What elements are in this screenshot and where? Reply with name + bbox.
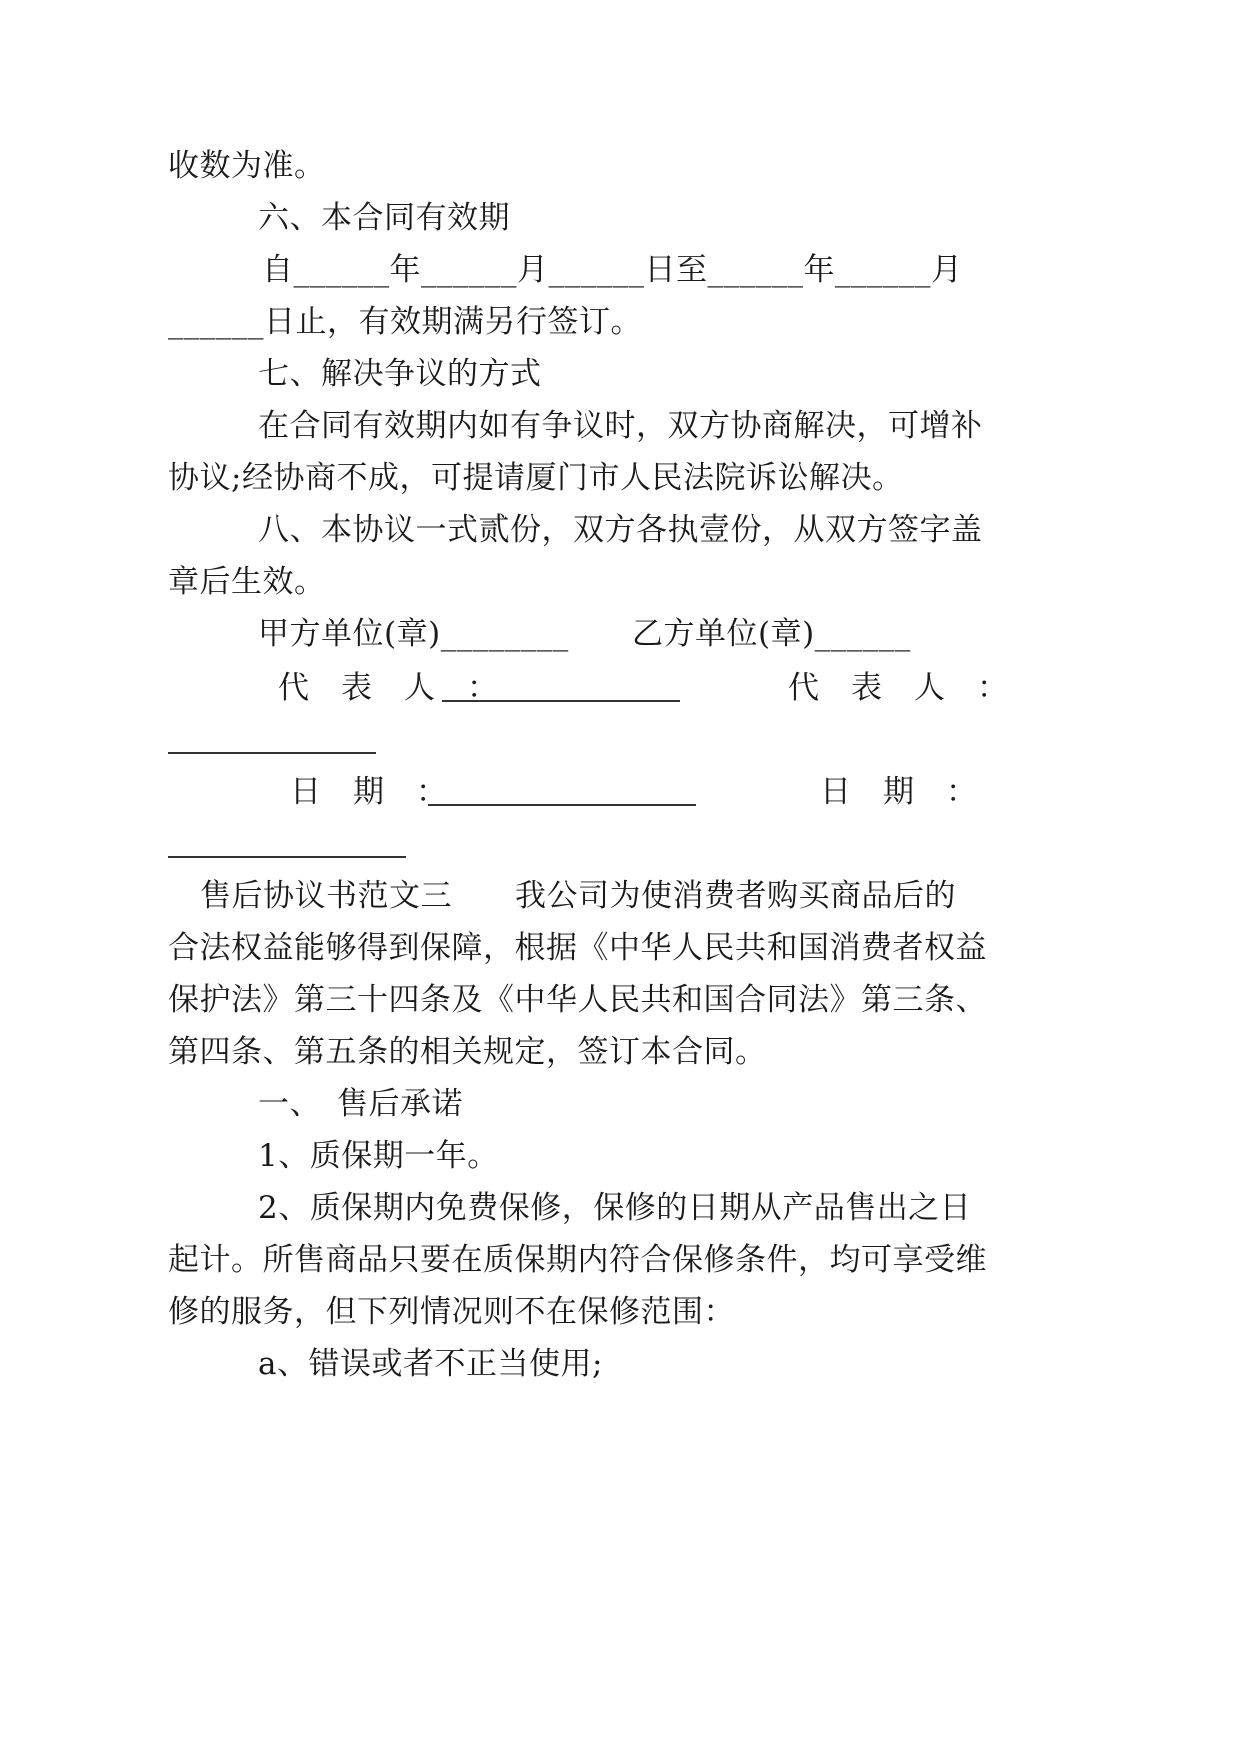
text-line: 收数为准。	[168, 148, 326, 184]
signature-line	[168, 752, 376, 754]
date-line	[428, 804, 696, 806]
section-heading-dispute: 七、解决争议的方式	[258, 356, 542, 392]
text-line: 修的服务，但下列情况则不在保修范围：	[168, 1294, 735, 1330]
list-item: a、错误或者不正当使用;	[258, 1346, 603, 1382]
section-heading-aftersale: 一、 售后承诺	[258, 1086, 463, 1122]
party-b-unit: 乙方单位(章)______	[632, 616, 911, 652]
date-line	[168, 856, 406, 858]
date-a-label: 日 期 ：	[290, 774, 448, 810]
text-line: 合法权益能够得到保障，根据《中华人民共和国消费者权益	[168, 930, 987, 966]
text-line: ______日止，有效期满另行签订。	[168, 304, 642, 340]
list-item: 2、质保期内免费保修，保修的日期从产品售出之日	[258, 1190, 972, 1226]
rep-b-label: 代 表 人 ：	[788, 670, 1009, 706]
section-heading-validity: 六、本合同有效期	[258, 200, 510, 236]
section3-title-line: 售后协议书范文三 我公司为使消费者购买商品后的	[200, 878, 956, 914]
date-b-label: 日 期 ：	[820, 774, 978, 810]
text-line: 八、本协议一式贰份，双方各执壹份，从双方签字盖	[258, 512, 983, 548]
signature-line	[442, 700, 680, 702]
text-line: 保护法》第三十四条及《中华人民共和国合同法》第三条、	[168, 982, 987, 1018]
text-line: 协议;经协商不成，可提请厦门市人民法院诉讼解决。	[168, 460, 904, 496]
text-line: 在合同有效期内如有争议时，双方协商解决，可增补	[258, 408, 983, 444]
rep-a-label: 代 表 人 ：	[278, 670, 499, 706]
text-line: 自______年______月______日至______年______月	[262, 252, 963, 288]
list-item: 1、质保期一年。	[258, 1138, 499, 1174]
text-line: 第四条、第五条的相关规定，签订本合同。	[168, 1034, 767, 1070]
text-line: 起计。所售商品只要在质保期内符合保修条件，均可享受维	[168, 1242, 987, 1278]
text-line: 章后生效。	[168, 564, 326, 600]
party-a-unit: 甲方单位(章)________	[258, 616, 569, 652]
